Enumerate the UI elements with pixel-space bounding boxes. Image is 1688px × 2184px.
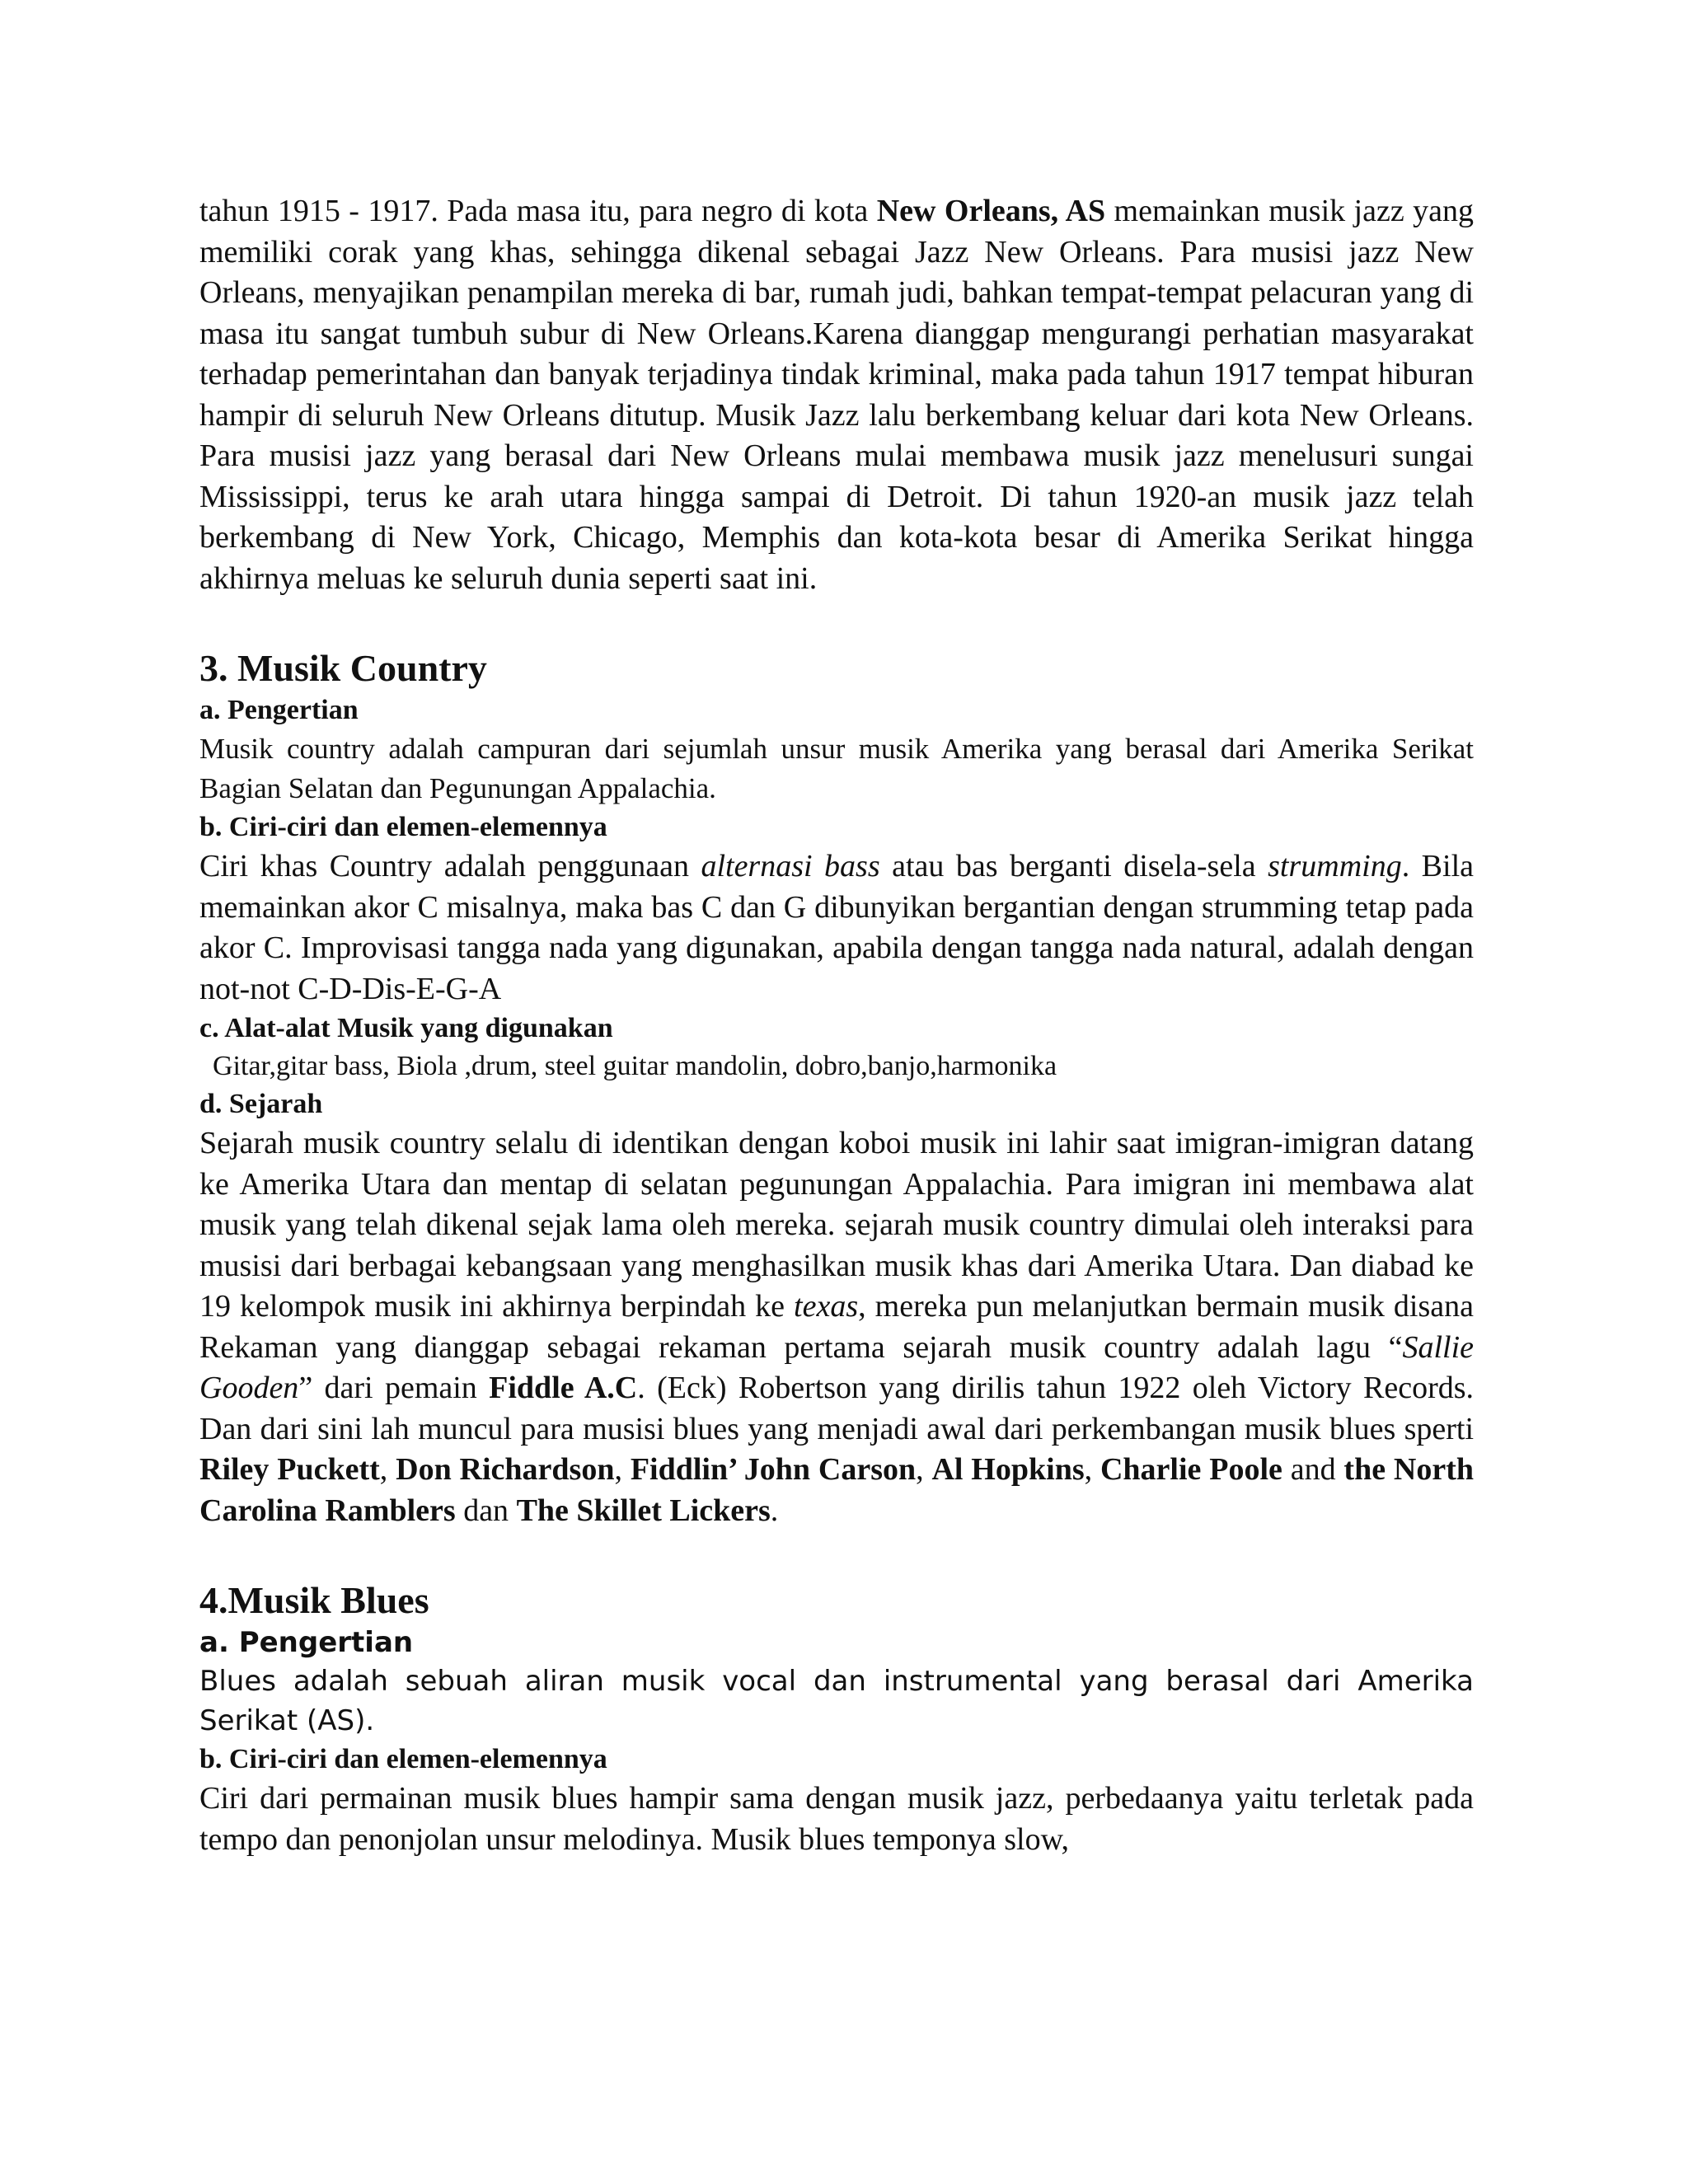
text-run: ,	[916, 1452, 932, 1487]
text-run: ,	[1084, 1452, 1100, 1487]
country-instruments: Gitar,gitar bass, Biola ,drum, steel guitar mandolin, dobro,banjo,harmonika	[213, 1051, 1057, 1081]
country-characteristics	[199, 846, 1474, 1010]
bold-run: Riley Puckett	[199, 1452, 380, 1487]
text-run: tahun 1915 - 1917. Pada masa itu, para negro di kota	[199, 194, 877, 228]
subsection-title: b. Ciri-ciri dan elemen-elemennya	[199, 812, 607, 842]
country-definition: Musik country adalah campuran dari sejumlah unsur musik Amerika yang berasal dari Amerika Serikat Bagian Selatan dan Pegunungan Appalachia.	[199, 733, 1474, 804]
bold-run: the North Carolina Ramblers	[199, 1452, 1475, 1528]
text-run: ,	[379, 1452, 396, 1487]
bold-run: Don Richardson	[396, 1452, 615, 1487]
italic-run: Sallie Gooden	[199, 1329, 1474, 1405]
text-run: atau bas berganti disela-sela	[879, 849, 1268, 883]
text-run: Sejarah musik country selalu di identikan dengan koboi musik ini lahir saat imigran-imigran datang ke Amerika Utara dan mentap di selatan pegunungan Appalachia. Para imigran ini membawa alat musik yang telah dikenal sejak lama oleh mereka. sejarah musik country dimulai oleh interaksi para musisi dari berbagai kebangsaan yang menghasilkan musik khas dari Amerika Utara. Dan diabad ke 19 kelompok musik ini akhirnya berpindah ke	[199, 1126, 1474, 1324]
subsection-title: a. Pengertian	[199, 695, 359, 725]
text-run: ,	[614, 1452, 631, 1487]
bold-run: The Skillet Lickers	[516, 1493, 771, 1528]
subsection-title: b. Ciri-ciri dan elemen-elemennya	[199, 1744, 607, 1774]
section-title-blues: 4.Musik Blues	[199, 1579, 429, 1621]
italic-run: strumming	[1268, 849, 1402, 883]
section-title-country: 3. Musik Country	[199, 647, 487, 689]
blues-definition: Blues adalah sebuah aliran musik vocal dan instrumental yang berasal dari Amerika Serikat (AS).	[199, 1665, 1474, 1737]
text-run: . Bila memainkan akor C misalnya, maka bas C dan G dibunyikan bergantian dengan strumming tetap pada akor C. Improvisasi tangga nada yang digunakan, apabila dengan tangga nada natural, adalah dengan not-not C-D-Dis-E-G-A	[199, 849, 1475, 1006]
subsection-title: a. Pengertian	[199, 1626, 414, 1659]
italic-run: alternasi bass	[701, 849, 880, 883]
text-run: .	[770, 1493, 779, 1528]
bold-run: Fiddle A.C	[489, 1371, 638, 1405]
country-history	[199, 1123, 1474, 1531]
text-run: and	[1282, 1452, 1344, 1487]
bold-run: Al Hopkins	[931, 1452, 1085, 1487]
text-run: . (Eck) Robertson yang dirilis tahun 1922 oleh Victory Records. Dan dari sini lah muncul para musisi blues yang menjadi awal dari perkembangan musik blues sperti	[199, 1371, 1475, 1446]
subsection-title: d. Sejarah	[199, 1089, 323, 1119]
bold-run: New Orleans, AS	[876, 194, 1106, 228]
text-run: , mereka pun melanjutkan bermain musik disana Rekaman yang dianggap sebagai rekaman pertama sejarah musik country adalah lagu “	[199, 1289, 1474, 1365]
text-run: dan	[455, 1493, 517, 1528]
italic-run: texas	[794, 1289, 859, 1324]
subsection-title: c. Alat-alat Musik yang digunakan	[199, 1013, 613, 1043]
bold-run: Fiddlin’ John Carson	[630, 1452, 917, 1487]
text-run: Ciri khas Country adalah penggunaan	[199, 849, 701, 883]
text-run: ” dari pemain	[298, 1371, 490, 1405]
text-run: memainkan musik jazz yang memiliki corak yang khas, sehingga dikenal sebagai Jazz New Orleans. Para musisi jazz New Orleans, menyajikan penampilan mereka di bar, rumah judi, bahkan tempat-tempat pelacuran yang di masa itu sangat tumbuh subur di New Orleans.Karena dianggap mengurangi perhatian masyarakat terhadap pemerintahan dan banyak terjadinya tindak kriminal, maka pada tahun 1917 tempat hiburan hampir di seluruh New Orleans ditutup. Musik Jazz lalu berkembang keluar dari kota New Orleans. Para musisi jazz yang berasal dari New Orleans mulai membawa musik jazz menelusuri sungai Mississippi, terus ke arah utara hingga sampai di Detroit. Di tahun 1920-an musik jazz telah berkembang di New York, Chicago, Memphis dan kota-kota besar di Amerika Serikat hingga akhirnya meluas ke seluruh dunia seperti saat ini.	[199, 194, 1475, 596]
blues-characteristics: Ciri dari permainan musik blues hampir sama dengan musik jazz, perbedaanya yaitu terletak pada tempo dan penonjolan unsur melodinya. Musik blues temponya slow,	[199, 1781, 1474, 1857]
bold-run: Charlie Poole	[1100, 1452, 1282, 1487]
intro-paragraph	[199, 191, 1474, 599]
